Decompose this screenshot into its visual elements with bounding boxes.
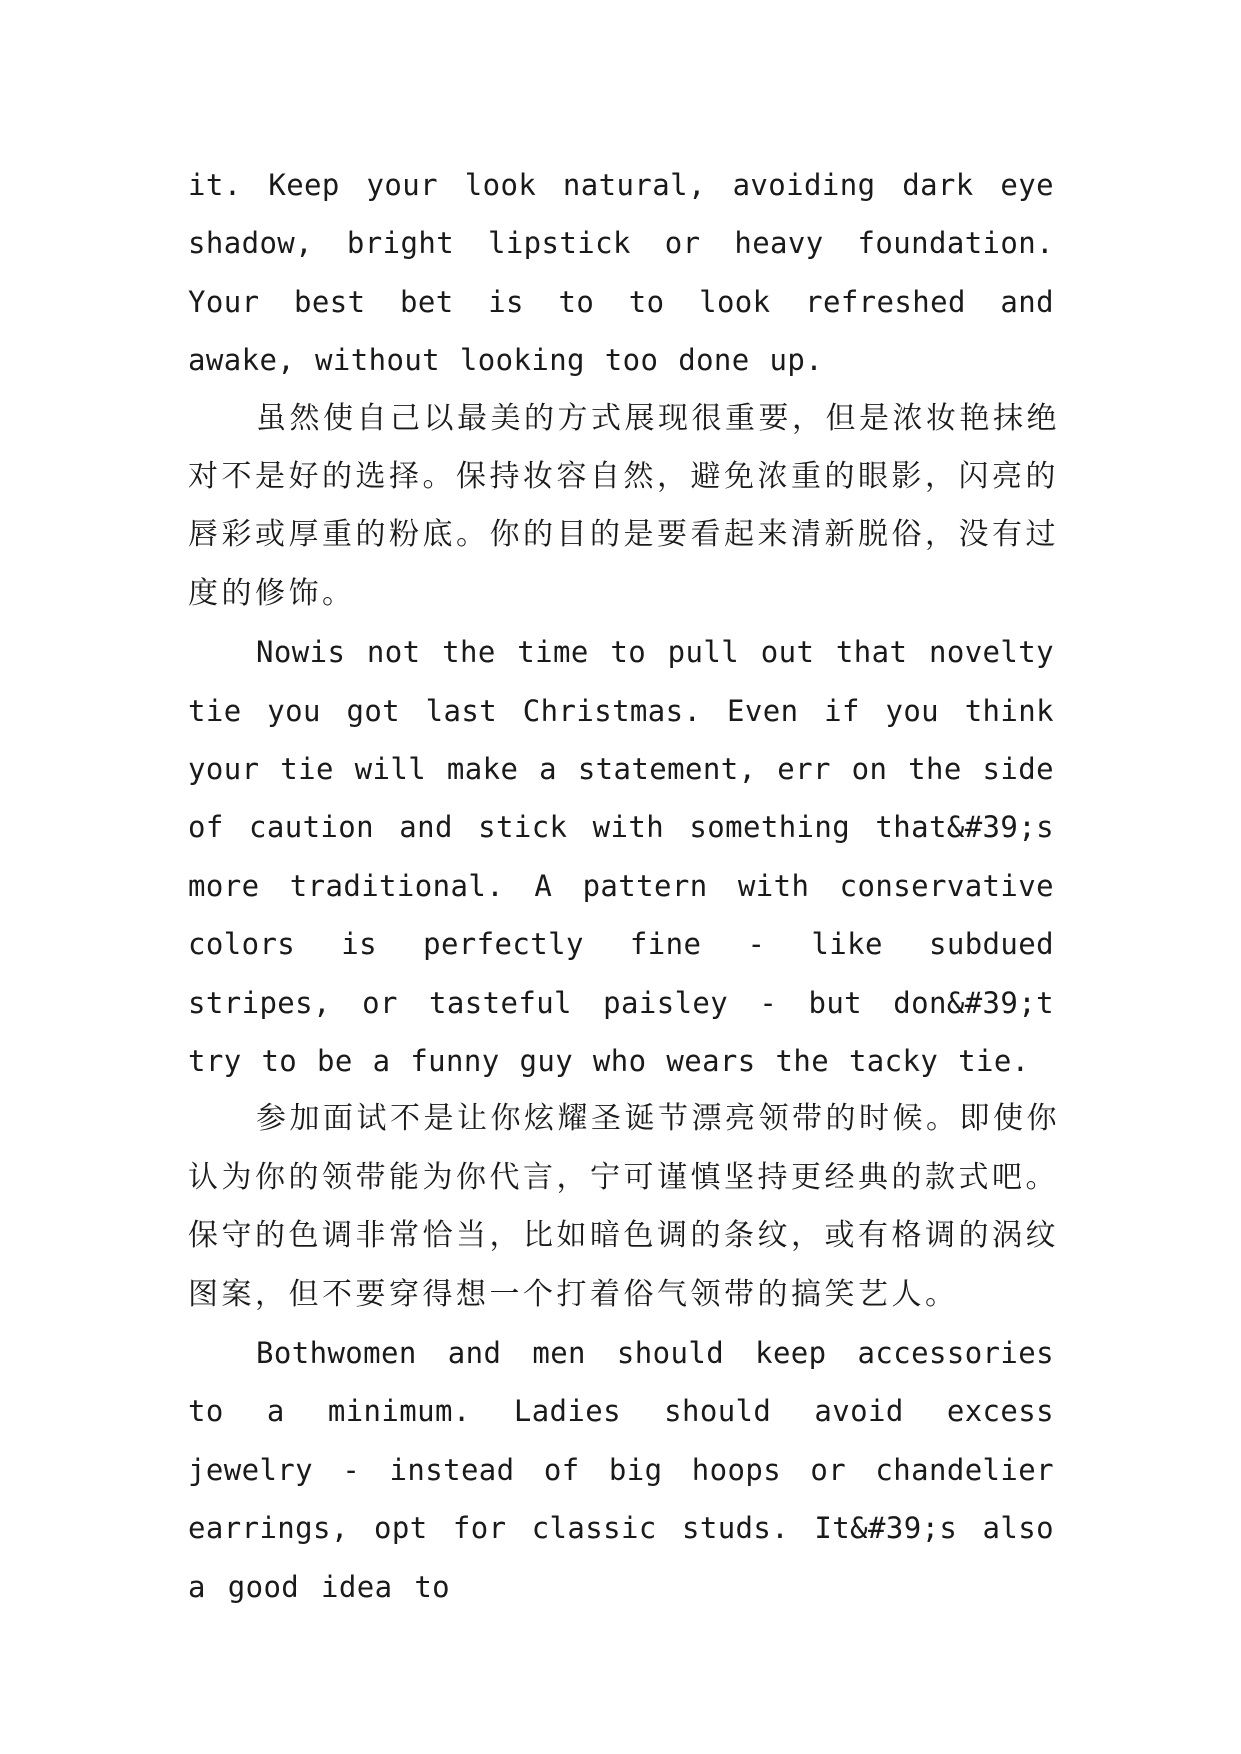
document-body xyxy=(188,156,1060,1616)
text-line: 图案，但不要穿得想一个打着俗气领带的搞笑艺人。 xyxy=(188,1276,959,1312)
paragraph-chinese-makeup xyxy=(188,390,1060,624)
paragraph-english-tie: Nowis not the time to pull out that novelty tie you got last Christmas. Even if you think your tie will make a statement, err on the side of caution and stick with something that&#39;s more traditional. A pattern with conservative colors is perfectly fine - like subdued stripes, or tasteful paisley - but don&#39;t try to be a funny guy who wears the tacky tie. xyxy=(188,635,1054,1079)
text-line: 虽然使自己以最美的方式展现很重要，但是浓妆艳抹绝 xyxy=(256,400,1060,436)
text-line: 对不是好的选择。保持妆容自然，避免浓重的眼影，闪亮的 xyxy=(188,459,1059,495)
paragraph-chinese-tie xyxy=(188,1090,1060,1324)
text-line: 参加面试不是让你炫耀圣诞节漂亮领带的时候。即使你 xyxy=(256,1101,1060,1137)
paragraph-english-accessories: Bothwomen and men should keep accessories to a minimum. Ladies should avoid excess jewelry - instead of big hoops or chandelier earrings, opt for classic studs. It&#39;s also a good idea to xyxy=(188,1336,1054,1604)
text-line: 认为你的领带能为你代言，宁可谨慎坚持更经典的款式吧。 xyxy=(188,1159,1059,1195)
paragraph-english-makeup: it. Keep your look natural, avoiding dark eye shadow, bright lipstick or heavy foundation. Your best bet is to to look refreshed and awake, without looking too done up. xyxy=(188,168,1054,378)
text-line: 唇彩或厚重的粉底。你的目的是要看起来清新脱俗，没有过 xyxy=(188,517,1059,553)
text-line: 保守的色调非常恰当，比如暗色调的条纹，或有格调的涡纹 xyxy=(188,1218,1059,1254)
text-line: 度的修饰。 xyxy=(188,575,356,611)
